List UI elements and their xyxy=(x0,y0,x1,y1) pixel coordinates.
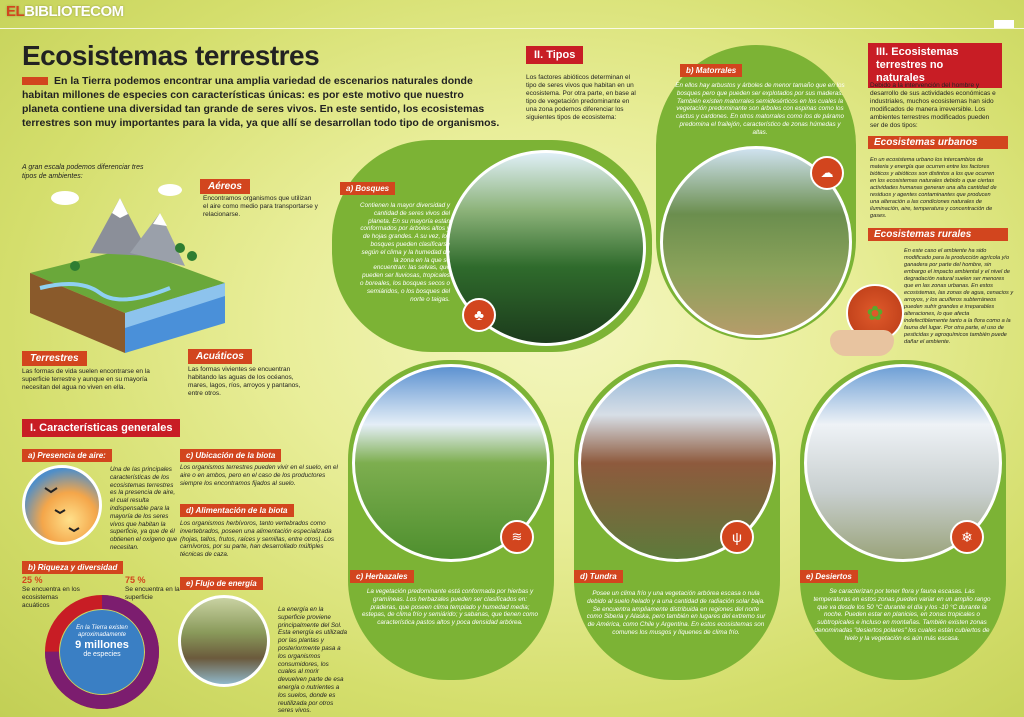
herbazales-text: La vegetación predominante está conformada por hierbas y gramíneas. Los herbazales pueden ser clasificados en: praderas, que poseen clima templado y humedad media; estepas, de clima frío y semiárido; y sabanas, que tienen como característica pastos altos y poca densidad arbórea. xyxy=(361,588,539,627)
rurales-text: En este caso el ambiente ha sido modificado para la producción agrícola y/o ganadera por parte del hombre, sin embargo el impacto ambiental y el nivel de degradación natural suelen ser menores que en las zonas urbanas. En estos ecosistemas, las zonas de agua, cenacios y arroyos, y los acuíferos subterráneos pueden sufrir grandes e irreparables alteraciones, lo que afecta indefectiblemente tanto a la flora como a la fauna del lugar. Por otra parte, el uso de pesticidas y agroquímicos también puede dañar el ambiente. xyxy=(904,248,1014,345)
section-2-title: II. Tipos xyxy=(526,46,583,64)
energia-label: e) Flujo de energía xyxy=(180,577,263,590)
intro-dash xyxy=(22,77,48,85)
divider xyxy=(0,28,1024,29)
matorrales-text: En ellos hay arbustos y árboles de menor tamaño que en los bosques pero que pueden ser explotados por sus maderas. También existen matorrales semidesérticos en los cuales la vegetación predominante son árboles con espinas como los cactus y cardones. En otros matorrales como los de páramo predomina el frailejón, característico de zonas húmedas y altas. xyxy=(675,82,845,136)
urbanos-title: Ecosistemas urbanos xyxy=(874,137,978,148)
alimentacion-label: d) Alimentación de la biota xyxy=(180,504,294,517)
river-photo xyxy=(178,595,270,687)
pct-right-text: Se encuentra en la superficie xyxy=(125,586,180,601)
aire-label: a) Presencia de aire: xyxy=(22,449,112,462)
corner-mark xyxy=(994,20,1014,28)
terrain-illustration xyxy=(20,178,230,368)
hands-illustration xyxy=(830,330,894,356)
alimentacion-text: Los organismos herbívoros, tanto vertebrados como invertebrados, poseen una alimentación especializada (hojas, tallos, frutos, raíces y semillas, entre otros). Los carnívoros, por su parte, han desarrollado múltiples técnicas de caza. xyxy=(180,520,334,559)
bosques-text: Contienen la mayor diversidad y cantidad de seres vivos del planeta. En su mayoría están conformados por árboles altos y de hojas grandes. A su vez, los bosques pueden clasificarse según el clima y la humedad de la zona en la que se encuentran: las selvas, que pueden ser lluviosas, tropicales o boreales, los bosques secos o semiáridos, o los bosques del norte o taigas. xyxy=(360,202,450,303)
desiertos-text: Se caracterizan por tener flora y fauna escasas. Las temperaturas en estos zonas pueden variar en un amplio rango que va desde los 50 °C durante el día y los -10 °C durante la noche. Pueden estar en planicies, en zonas tropicales o subtropicales e incluso en montañas. También existen zonas denominadas "desiertos polares" los cuales están cubiertos de hielo y la vegetación es aún más escasa. xyxy=(813,588,991,642)
ubicacion-label: c) Ubicación de la biota xyxy=(180,449,281,462)
section-3-title: III. Ecosistemas terrestres no naturales xyxy=(868,43,1002,88)
aire-text: Una de las principales características de los ecosistemas terrestres es la presencia de aire, el cual resulta indispensable para la mayoría de los seres vivos que habitan la superficie, ya que de él obtienen el oxígeno que necesitan. xyxy=(110,466,178,551)
forest-icon: ♣ xyxy=(462,298,496,332)
seedling-icon: ✿ xyxy=(846,284,904,342)
section-1-title: I. Características generales xyxy=(22,419,180,437)
rurales-title: Ecosistemas rurales xyxy=(874,229,972,240)
intro-text: En la Tierra podemos encontrar una amplia variedad de escenarios naturales donde habitan millones de especies con características únicas: es por este motivo que nuestro planeta contiene una diversidad tan grande de seres vivos. En este sentido, los ecosistemas terrestres son muy importantes para la vida, ya que allí se desarrollan todo tipo de organismos. xyxy=(22,75,500,129)
herbazales-label: c) Herbazales xyxy=(350,570,414,583)
snow-icon: ❄ xyxy=(950,520,984,554)
brand-logo: ELBIBLIOTECOM xyxy=(6,3,124,20)
terrestres-text: Las formas de vida suelen encontrarse en la superficie terrestre y aunque en su mayoría necesitan del agua no viven en ella. xyxy=(22,368,150,391)
energia-text: La energía en la superficie proviene principalmente del Sol. Esta energía es utilizada por las plantas y posteriormente pasa a los organismos consumidores, los cuales al morir devuelven parte de esa energía o nutrientes a los suelos, donde es reutilizada por otros seres vivos. xyxy=(278,606,347,715)
top-bar xyxy=(0,0,1024,22)
donut-label: En la Tierra existen aproximadamente 9 millones de especies xyxy=(75,625,129,658)
acuaticos-text: Las formas vivientes se encuentran habitando las aguas de los océanos, mares, lagos, ríos, arroyos y pantanos, entre otros. xyxy=(188,366,301,397)
cactus-icon: ψ xyxy=(720,520,754,554)
desiertos-label: e) Desiertos xyxy=(800,570,858,583)
terrestres-title: Terrestres xyxy=(22,351,87,366)
pct-right: 75 % xyxy=(125,575,146,585)
pct-left-text: Se encuentra en los ecosistemas acuáticos xyxy=(22,586,80,609)
page-title: Ecosistemas terrestres xyxy=(22,40,320,71)
bosques-label: a) Bosques xyxy=(340,182,395,195)
grassland-icon: ≋ xyxy=(500,520,534,554)
aereos-block xyxy=(200,176,250,194)
aereos-title: Aéreos xyxy=(200,179,250,194)
ambientes-lead: A gran escala podemos diferenciar tres tipos de ambientes: xyxy=(22,164,144,180)
acuaticos-title: Acuáticos xyxy=(188,349,252,364)
tundra-label: d) Tundra xyxy=(574,570,623,583)
riqueza-label: b) Riqueza y diversidad xyxy=(22,561,123,574)
tundra-text: Posee un clima frío y una vegetación arbórea escasa o nula debido al suelo helado y a una cantidad de radiación solar baja. Se encuentra ampliamente distribuida en regiones del norte como Siberia y Alaska, pero también en lugares del extremo sur de América, como Chile y Argentina. En estos ecosistemas son comunes los musgos y líquenes de clima frío. xyxy=(586,590,766,636)
shrub-icon: ☁ xyxy=(810,156,844,190)
aereos-text: Encontramos organismos que utilizan el aire como medio para transportarse y relacionarse. xyxy=(203,195,318,218)
matorrales-label: b) Matorrales xyxy=(680,64,742,77)
pct-left: 25 % xyxy=(22,575,43,585)
urbanos-text: En un ecosistema urbano los intercambios de materia y energía que ocurren entre los factores bióticos y abióticos son distintos a los que ocurren en los ecosistemas naturales debido a que ciertas actividades humanas generan una alta cantidad de residuos y agentes contaminantes que producen una alteración a las condiciones naturales de iluminación, aire, temperatura y concentración de gases. xyxy=(870,157,997,219)
tipos-intro: Los factores abióticos determinan el tipo de seres vivos que habitan en un ecosistema. Por otra parte, en base al tipo de vegetación predominante en una zona podemos diferenciar los siguientes tipos de ecosistema: xyxy=(526,74,636,121)
birds-photo xyxy=(22,465,102,545)
no-naturales-intro: Debido a la intervención del hombre y desarrollo de sus actividades económicas e industriales, muchos ecosistemas han sido modificados de manera irreversible. Los ambientes terrestres modificados pueden ser de dos tipos: xyxy=(870,82,996,129)
ubicacion-text: Los organismos terrestres pueden vivir en el suelo, en el aire o en ambos, pero en el caso de los productores siempre los encontramos fijados al suelo. xyxy=(180,464,338,487)
